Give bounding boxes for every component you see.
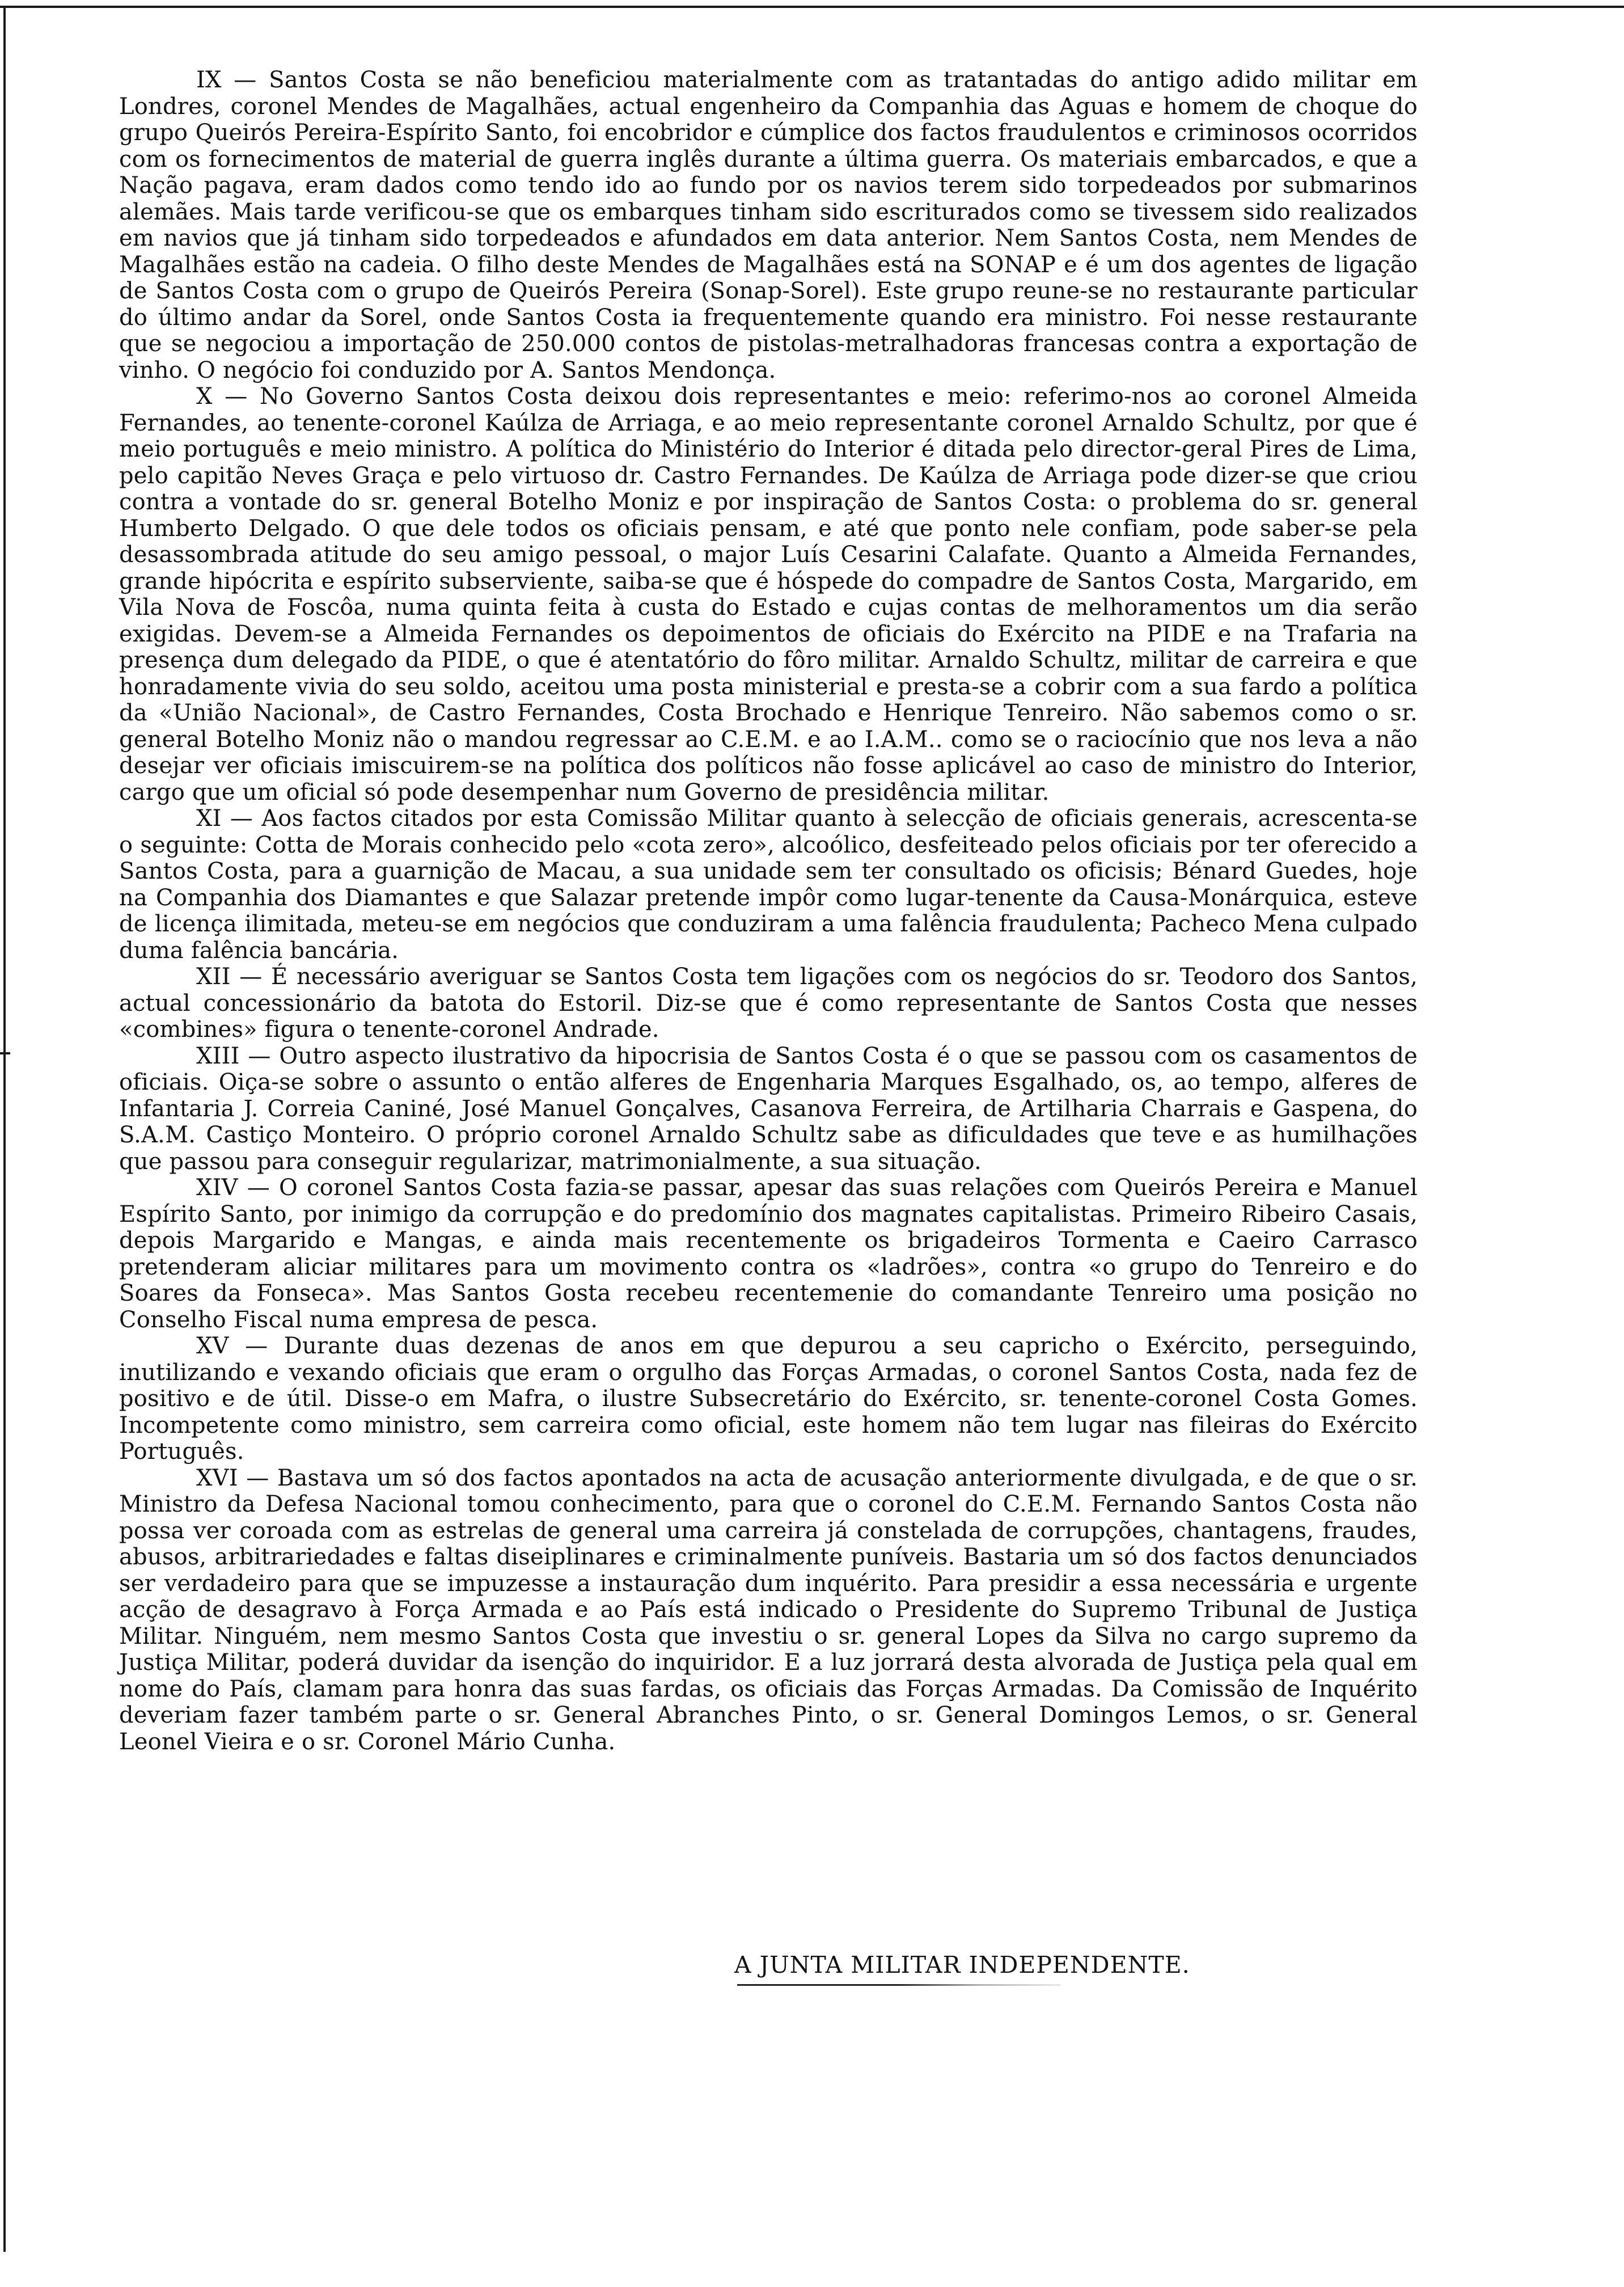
paragraph-xii: XII — É necessário averiguar se Santos Costa tem ligações com os negócios do sr. Teodoro dos Santos, actual concessionário da batota do Estoril. Diz-se que é como representante de Santos Costa que nesses «combines» figura o tenente-coronel Andrade. bbox=[119, 964, 1418, 1043]
paragraph-ix: IX — Santos Costa se não beneficiou materialmente com as tratantadas do antigo adido militar em Londres, coronel Mendes de Magalhães, actual engenheiro da Companhia das Aguas e homem de choque do grupo Queirós Pereira-Espírito Santo, foi encobridor e cúmplice dos factos fraudulentos e criminosos ocorridos com os fornecimentos de material de guerra inglês durante a última guerra. Os materiais embarcados, e que a Nação pagava, eram dados como tendo ido ao fundo por os navios terem sido torpedeados por submarinos alemães. Mais tarde verificou-se que os embarques tinham sido escriturados como se tivessem sido realizados em navios que já tinham sido torpedeados e afundados em data anterior. Nem Santos Costa, nem Mendes de Magalhães estão na cadeia. O filho deste Mendes de Magalhães está na SONAP e é um dos agentes de ligação de Santos Costa com o grupo de Queirós Pereira (Sonap-Sorel). Este grupo reune-se no restaurante particular do último andar da Sorel, onde Santos Costa ia frequentemente quando era ministro. Foi nesse restaurante que se negociou a importação de 250.000 contos de pistolas-metralhadoras francesas contra a exportação de vinho. O negócio foi conduzido por A. Santos Mendonça. bbox=[119, 67, 1418, 383]
paragraph-xv: XV — Durante duas dezenas de anos em que depurou a seu capricho o Exército, perseguindo, inutilizando e vexando oficiais que eram o orgulho das Forças Armadas, o coronel Santos Costa, nada fez de positivo e de útil. Disse-o em Mafra, o ilustre Subsecretário do Exército, sr. tenente-coronel Costa Gomes. Incompetente como ministro, sem carreira como oficial, este homem não tem lugar nas fileiras do Exército Português. bbox=[119, 1333, 1418, 1465]
paragraph-xiv: XIV — O coronel Santos Costa fazia-se passar, apesar das suas relações com Queirós Pereira e Manuel Espírito Santo, por inimigo da corrupção e do predomínio dos magnates capitalistas. Primeiro Ribeiro Casais, depois Margarido e Mangas, e ainda mais recentemente os brigadeiros Tormenta e Caeiro Carrasco pretenderam aliciar militares para um movimento contra os «ladrões», contra «o grupo do Tenreiro e do Soares da Fonseca». Mas Santos Gosta recebeu recentemenie do comandante Tenreiro uma posição no Conselho Fiscal numa empresa de pesca. bbox=[119, 1175, 1418, 1333]
scan-edge-top bbox=[0, 6, 1624, 8]
paragraph-x: X — No Governo Santos Costa deixou dois representantes e meio: referimo-nos ao coronel Almeida Fernandes, ao tenente-coronel Kaúlza de Arriaga, e ao meio representante coronel Arnaldo Schultz, por que é meio português e meio ministro. A política do Ministério do Interior é ditada pelo director-geral Pires de Lima, pelo capitão Neves Graça e pelo virtuoso dr. Castro Fernandes. De Kaúlza de Arriaga pode dizer-se que criou contra a vontade do sr. general Botelho Moniz e por inspiração de Santos Costa: o problema do sr. general Humberto Delgado. O que dele todos os oficiais pensam, e até que ponto nele confiam, pode saber-se pela desassombrada atitude do seu amigo pessoal, o major Luís Cesarini Calafate. Quanto a Almeida Fernandes, grande hipócrita e espírito subserviente, saiba-se que é hóspede do compadre de Santos Costa, Margarido, em Vila Nova de Foscôa, numa quinta feita à custa do Estado e cujas contas de melhoramentos um dia serão exigidas. Devem-se a Almeida Fernandes os depoimentos de oficiais do Exército na PIDE e na Trafaria na presença dum delegado da PIDE, o que é atentatório do fôro militar. Arnaldo Schultz, militar de carreira e que honradamente vivia do seu soldo, aceitou uma posta ministerial e presta-se a cobrir com a sua fardo a política da «União Nacional», de Castro Fernandes, Costa Brochado e Henrique Tenreiro. Não sabemos como o sr. general Botelho Moniz não o mandou regressar ao C.E.M. e ao I.A.M.. como se o raciocínio que nos leva a não desejar ver oficiais imiscuirem-se na política dos políticos não fosse aplicável ao caso de ministro do Interior, cargo que um oficial só pode desempenhar num Governo de presidência militar. bbox=[119, 383, 1418, 805]
paragraph-xi: XI — Aos factos citados por esta Comissão Militar quanto à selecção de oficiais generais, acrescenta-se o seguinte: Cotta de Morais conhecido pelo «cota zero», alcoólico, desfeiteado pelos oficiais por ter oferecido a Santos Costa, para a guarnição de Macau, a sua unidade sem ter consultado os oficisis; Bénard Guedes, hoje na Companhia dos Diamantes e que Salazar pretende impôr como lugar-tenente da Causa-Monárquica, esteve de licença ilimitada, meteu-se em negócios que conduziram a uma falência fraudulenta; Pacheco Mena culpado duma falência bancária. bbox=[119, 805, 1418, 964]
signature: A JUNTA MILITAR INDEPENDENTE. bbox=[734, 1951, 1190, 1978]
scan-edge-left bbox=[3, 6, 6, 2252]
signature-underline bbox=[737, 1984, 1060, 1986]
paragraph-xvi: XVI — Bastava um só dos factos apontados na acta de acusação anteriormente divulgada, e de que o sr. Ministro da Defesa Nacional tomou conhecimento, para que o coronel do C.E.M. Fernando Santos Costa não possa ver coroada com as estrelas de general uma carreira já constelada de corrupções, chantagens, fraudes, abusos, arbitrariedades e faltas diseiplinares e criminalmente puníveis. Bastaria um só dos factos denunciados ser verdadeiro para que se impuzesse a instauração dum inquérito. Para presidir a essa necessária e urgente acção de desagravo à Força Armada e ao País está indicado o Presidente do Supremo Tribunal de Justiça Militar. Ninguém, nem mesmo Santos Costa que investiu o sr. general Lopes da Silva no cargo supremo da Justiça Militar, poderá duvidar da isenção do inquiridor. E a luz jorrará desta alvorada de Justiça pela qual em nome do País, clamam para honra das suas fardas, os oficiais das Forças Armadas. Da Comissão de Inquérito deveriam fazer também parte o sr. General Abranches Pinto, o sr. General Domingos Lemos, o sr. General Leonel Vieira e o sr. Coronel Mário Cunha. bbox=[119, 1465, 1418, 1755]
scan-edge-mark bbox=[0, 1052, 10, 1054]
document-body bbox=[119, 67, 1418, 1755]
paragraph-xiii: XIII — Outro aspecto ilustrativo da hipocrisia de Santos Costa é o que se passou com os casamentos de oficiais. Oiça-se sobre o assunto o então alferes de Engenharia Marques Esgalhado, os, ao tempo, alferes de Infantaria J. Correia Caniné, José Manuel Gonçalves, Casanova Ferreira, de Artilharia Charrais e Gaspena, do S.A.M. Castiço Monteiro. O próprio coronel Arnaldo Schultz sabe as dificuldades que teve e as humilhações que passou para conseguir regularizar, matrimonialmente, a sua situação. bbox=[119, 1043, 1418, 1175]
